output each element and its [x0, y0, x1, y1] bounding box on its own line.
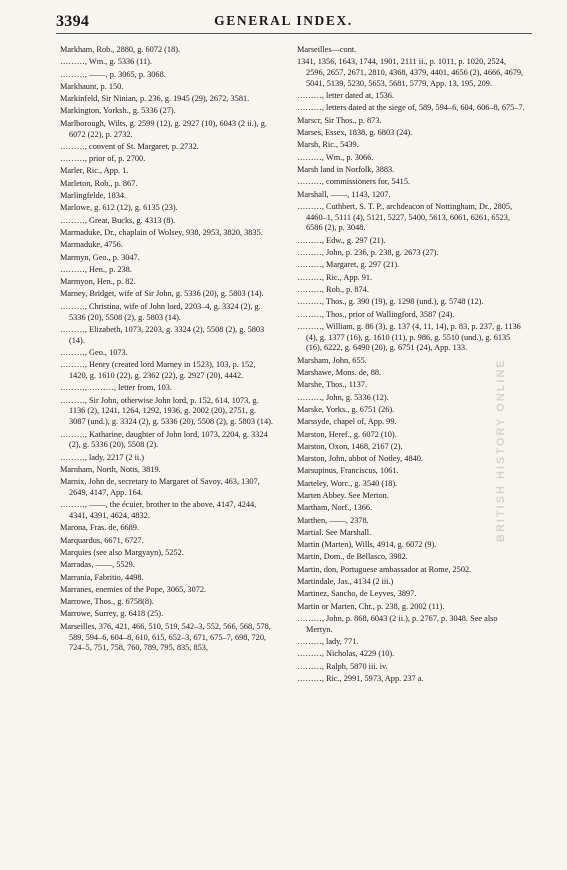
- index-entry: Markington, Yorksh., g. 5336 (27).: [60, 106, 176, 116]
- index-entry: ………, letter dated at, 1536.: [297, 91, 395, 101]
- index-entry: Marona, Fras. de, 6689.: [60, 523, 140, 533]
- index-entry: ………, lady, 2217 (2 ii.): [60, 452, 145, 462]
- index-entry: Marmyn, Geo., p. 3047.: [60, 252, 140, 262]
- index-entry: ………, Ralph, 5870 iii. iv.: [297, 661, 388, 671]
- watermark: BRITISH HISTORY ONLINE: [495, 358, 507, 542]
- index-entry: 1341, 1356, 1643, 1744, 1901, 2111 ii., p. 1011, p. 1020, 2524, 2596, 2657, 2671, 2810, 4368, 4379, 4401, 4656 (2), 4666, 4679, 5041, 5139, 5230, 5653, 5681, 5779, App. 13, 195, 209.: [297, 57, 524, 88]
- header-rule: [56, 33, 532, 34]
- index-entry: Marnham, North, Notts, 3819.: [60, 464, 161, 474]
- index-entry: ………, Wm., g. 5336 (11).: [60, 57, 152, 67]
- index-entry: ………, Geo., 1073.: [60, 347, 128, 357]
- index-entry: Marshe, Thos., 1137.: [297, 380, 368, 390]
- index-entry: Marsh, Ric., 5439.: [297, 140, 359, 150]
- index-entry: Marlowe, g. 612 (12), g. 6135 (23).: [60, 203, 178, 213]
- index-entry: ………, John, g. 5336 (12).: [297, 392, 389, 402]
- index-entry: ………, John, p. 868, 6043 (2 ii.), p. 2767, p. 3048. See also Mertyn.: [297, 613, 498, 634]
- index-entry: Marseilles, 376, 421, 466, 510, 519, 542–3, 552, 566, 568, 578, 589, 594–6, 604–8, 610, 615, 652–3, 671, 675–7, 698, 720, 724–5, 751, 758, 760, 789, 795, 835, 853,: [60, 621, 271, 653]
- index-entry: Marmaduke, 4756.: [60, 240, 123, 250]
- index-entry: Marseilles—cont.: [297, 45, 357, 54]
- index-entry: ………, ——, p. 3065, p. 3068.: [60, 69, 166, 79]
- index-entry: Marshall, ——, 1143, 1207.: [297, 189, 391, 199]
- index-entry: Martin or Marten, Chr., p. 238, g. 2002 (11).: [297, 601, 445, 611]
- index-entry: ………, Hen., p. 238.: [60, 264, 132, 274]
- page-number: 3394: [56, 13, 90, 30]
- index-entry: Marten Abbey. See Merton.: [297, 490, 389, 500]
- index-entry: ………, Margaret, g. 297 (21).: [297, 260, 400, 270]
- index-entry: ………, ………, letter from, 103.: [60, 383, 172, 393]
- index-entry: Marney, Bridget, wife of Sir John, g. 5336 (20), g. 5803 (14).: [60, 289, 264, 299]
- index-entry: Marlborough, Wilts, g. 2599 (12), g. 2927 (10), 6043 (2 ii.), g. 6072 (22), p. 2732.: [60, 118, 267, 139]
- index-entry: Markinfeld, Sir Ninian, p. 236, g. 1945 (29), 2672, 3581.: [60, 94, 250, 104]
- index-entry: ………, Nicholas, 4229 (10).: [297, 649, 395, 659]
- index-entry: Marthen, ——, 2378.: [297, 515, 369, 525]
- index-entry: Marske, Yorks., g. 6751 (26).: [297, 404, 395, 414]
- index-entry: Marsh land in Norfolk, 3883.: [297, 164, 395, 174]
- index-entry: Martin (Marten), Wills, 4914, g. 6072 (9).: [297, 540, 437, 550]
- index-entry: Marston, John, abbot of Notley, 4840.: [297, 454, 423, 464]
- index-entry: Marler, Ric., App. 1.: [60, 166, 129, 176]
- index-entry: Marssyde, chapel of, App. 99.: [297, 417, 397, 427]
- index-entry: ………, Ric., 2991, 5973, App. 237 a.: [297, 673, 424, 683]
- index-column-left: [60, 45, 274, 656]
- index-entry: Marscr, Sir Thos., p. 873.: [297, 115, 382, 125]
- running-head: GENERAL INDEX.: [214, 13, 353, 28]
- index-column-right: [297, 45, 525, 686]
- index-entry: ………, Christina, wife of John lord, 2203–4, g. 3324 (2), g. 5336 (20), 5508 (2), g. 5803 (14).: [60, 301, 261, 322]
- index-entry: Martindale, Jas., 4134 (2 iii.): [297, 577, 394, 587]
- index-entry: ………, commissioners for, 5415.: [297, 177, 411, 187]
- index-entry: ………, Edw., g. 297 (21).: [297, 235, 386, 245]
- index-entry: ………, Great, Bucks, g. 4313 (8).: [60, 215, 176, 225]
- index-entry: Martham, Norf., 1366.: [297, 503, 373, 513]
- index-entry: Markham, Rob., 2880, g. 6072 (18).: [60, 45, 181, 54]
- index-entry: ………, Rob., p. 874.: [297, 284, 369, 294]
- index-entry: Marston, Heref., g. 6072 (10).: [297, 429, 397, 439]
- index-entry: Martinez, Sancho, de Leyves, 3897.: [297, 589, 417, 599]
- index-entry: ………, ——, the écuier, brother to the above, 4147, 4244, 4341, 4391, 4624, 4832.: [60, 500, 257, 521]
- index-entry: Martin, Dom., de Bellasco, 3982.: [297, 552, 408, 562]
- index-entry: Marleton, Rob., p. 867.: [60, 178, 138, 188]
- index-entry: Marquardus, 6671, 6727.: [60, 535, 144, 545]
- index-entry: Marston, Oxon, 1468, 2167 (2).: [297, 441, 403, 451]
- index-entry: ………, letters dated at the siege of, 589, 594–6, 604, 606–8, 675–7.: [297, 103, 525, 113]
- index-entry: ………, lady, 771.: [297, 637, 359, 647]
- index-entry: Marshawe, Mons. de, 88.: [297, 368, 382, 378]
- index-entry: ………, prior of, p. 2700.: [60, 154, 146, 164]
- index-entry: ………, Thos., prior of Wallingford, 3587 (24).: [297, 309, 455, 319]
- index-entry: Marranes, enemies of the Pope, 3065, 3072.: [60, 584, 207, 594]
- index-entry: Martin, don, Portuguese ambassador at Rome, 2502.: [297, 564, 472, 574]
- index-entry: Marmaduke, Dr., chaplain of Wolsey, 938, 2953, 3820, 3835.: [60, 227, 263, 237]
- index-entry: Marrowe, Thos., g. 6758(8).: [60, 597, 154, 607]
- index-entry: ………, convent of St. Margaret, p. 2732.: [60, 141, 199, 151]
- index-entry: Marradas, ——, 5529.: [60, 560, 135, 570]
- index-entry: Marlingfelde, 1834.: [60, 191, 127, 201]
- index-entry: Marrowe, Surrey, g. 6418 (25).: [60, 609, 164, 619]
- index-entry: Marquies (see also Margyayn), 5252.: [60, 547, 184, 557]
- index-entry: Markhaunt, p. 150.: [60, 81, 124, 91]
- index-entry: ………, Wm., p. 3066.: [297, 152, 374, 162]
- index-entry: ………, Cuthbert, S. T. P., archdeacon of Nottingham, Dr., 2805, 4460–1, 5111 (4), 5121, 5227, 5400, 5613, 6061, 6261, 6523, 6586 (2), p. 3048.: [297, 201, 513, 233]
- index-entry: ………, Ric., App. 91.: [297, 272, 373, 282]
- index-entry: Marsupinus, Franciscus, 1061.: [297, 466, 399, 476]
- index-entry: Marsham, John, 655.: [297, 355, 367, 365]
- index-entry: ………, Katharine, daughter of John lord, 1073, 2204, g. 3324 (2), g. 5336 (20), 5508 (2).: [60, 429, 268, 450]
- index-entry: ………, Elizabeth, 1073, 2203, g. 3324 (2), 5508 (2), g. 5803 (14).: [60, 324, 265, 345]
- index-entry: Marmyon, Hen., p. 82.: [60, 277, 136, 287]
- index-entry: ………, John, p. 236, p. 238, g. 2673 (27).: [297, 248, 439, 258]
- index-entry: ………, Thos., g. 390 (19), g. 1298 (und.), g. 5748 (12).: [297, 297, 484, 307]
- index-entry: Marnix, John de, secretary to Margaret of Savoy, 463, 1307, 2649, 4147, App. 164.: [60, 477, 260, 497]
- index-entry: Marses, Essex, 1838, g. 6803 (24).: [297, 128, 413, 138]
- index-entry: ………, William, g. 86 (3), g. 137 (4, 11, 14), p. 83, p. 237, g. 1136 (4), g. 1377 (16), g. 1610 (11), p. 986, g. 5510 (und.), g. 6135 (16), 6222, g. 6490 (20), g. 6751 (24), App. 133.: [297, 321, 521, 353]
- index-entry: ………, Sir John, otherwise John lord, p. 152, 614, 1073, g. 1136 (2), 1241, 1264, 1292, 1936, g. 2002 (20), 2751, g. 3087 (und.), g. 3324 (2), g. 5336 (20), 5508 (2), g. 5803 (14).: [60, 395, 273, 427]
- index-entry: Marteley, Worc., g. 3540 (18).: [297, 478, 398, 488]
- index-entry: Martial. See Marshall.: [297, 527, 372, 537]
- index-entry: Marrania, Fabritio, 4498.: [60, 572, 144, 582]
- index-entry: ………, Henry (created lord Marney in 1523), 103, p. 152, 1420, g. 1610 (22), g. 2362 (22), g. 2927 (20), 4442.: [60, 360, 256, 381]
